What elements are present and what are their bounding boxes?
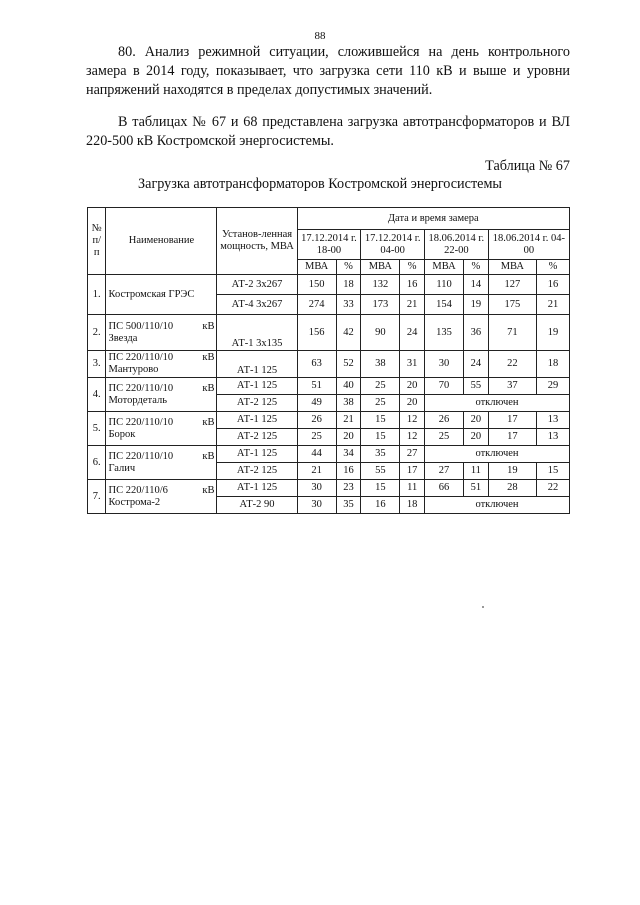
capacity-cell: АТ-1 125 [217,378,297,395]
value-cell: 24 [464,351,489,378]
capacity-cell: АТ-1 3х135 [217,315,297,351]
value-cell: 44 [297,446,336,463]
off-status-cell: отключен [425,497,570,514]
header-unit-pct: % [336,260,361,275]
value-cell: 33 [336,295,361,315]
value-cell: 18 [537,351,570,378]
row-name [106,378,217,412]
value-cell: 18 [400,497,425,514]
header-unit-pct: % [464,260,489,275]
table-row [88,275,570,295]
row-name [106,351,217,378]
value-cell: 17 [400,463,425,480]
table-row [88,412,570,429]
row-num: 3. [88,351,106,378]
value-cell: 30 [425,351,464,378]
value-cell: 49 [297,395,336,412]
value-cell: 38 [336,395,361,412]
value-cell: 66 [425,480,464,497]
value-cell: 55 [464,378,489,395]
value-cell: 31 [400,351,425,378]
value-cell: 26 [297,412,336,429]
value-cell: 16 [400,275,425,295]
value-cell: 20 [464,429,489,446]
value-cell: 20 [336,429,361,446]
off-status-cell: отключен [425,446,570,463]
value-cell: 55 [361,463,400,480]
value-cell: 36 [464,315,489,351]
value-cell: 26 [425,412,464,429]
row-num: 5. [88,412,106,446]
row-name-station: Галич [108,462,136,474]
value-cell: 12 [400,412,425,429]
row-name-unit: кВ [202,320,215,332]
value-cell: 127 [488,275,536,295]
value-cell: 175 [488,295,536,315]
header-unit-mva: МВА [361,260,400,275]
value-cell: 52 [336,351,361,378]
value-cell: 11 [464,463,489,480]
autotransformer-load-table [87,207,570,514]
value-cell: 13 [537,412,570,429]
row-num: 4. [88,378,106,412]
header-num: № п/п [88,208,106,275]
capacity-cell: АТ-1 125 [217,412,297,429]
value-cell: 16 [537,275,570,295]
value-cell: 25 [297,429,336,446]
row-num: 6. [88,446,106,480]
row-num: 1. [88,275,106,315]
row-name [106,480,217,514]
table-row [88,480,570,497]
capacity-cell: АТ-1 125 [217,351,297,378]
row-name-unit: кВ [202,382,215,394]
value-cell: 15 [537,463,570,480]
value-cell: 34 [336,446,361,463]
value-cell: 70 [425,378,464,395]
value-cell: 12 [400,429,425,446]
header-capacity: Установ-ленная мощность, МВА [217,208,297,275]
row-name [106,315,217,351]
capacity-cell: АТ-4 3х267 [217,295,297,315]
value-cell: 25 [361,395,400,412]
value-cell: 19 [537,315,570,351]
row-num: 7. [88,480,106,514]
header-date-group: Дата и время замера [297,208,569,230]
value-cell: 22 [488,351,536,378]
row-name-voltage: ПС 220/110/10 [108,450,174,462]
header-unit-mva: МВА [488,260,536,275]
value-cell: 20 [400,395,425,412]
value-cell: 30 [297,480,336,497]
value-cell: 40 [336,378,361,395]
value-cell: 15 [361,480,400,497]
header-name: Наименование [106,208,217,275]
row-name-voltage: ПС 220/110/10 [108,416,174,428]
capacity-cell: АТ-1 125 [217,446,297,463]
value-cell: 20 [464,412,489,429]
row-name [106,412,217,446]
value-cell: 20 [400,378,425,395]
value-cell: 156 [297,315,336,351]
capacity-cell: АТ-2 125 [217,429,297,446]
value-cell: 35 [361,446,400,463]
value-cell: 150 [297,275,336,295]
value-cell: 19 [488,463,536,480]
capacity-cell: АТ-1 125 [217,480,297,497]
table-row [88,315,570,351]
paragraph-tables-intro: В таблицах № 67 и 68 представлена загрузка автотрансформаторов и ВЛ 220-500 кВ Костромской энергосистемы. [86,114,570,149]
value-cell: 42 [336,315,361,351]
value-cell: 132 [361,275,400,295]
value-cell: 17 [488,412,536,429]
value-cell: 30 [297,497,336,514]
value-cell: 27 [425,463,464,480]
value-cell: 22 [537,480,570,497]
capacity-cell: АТ-2 90 [217,497,297,514]
value-cell: 21 [537,295,570,315]
value-cell: 24 [400,315,425,351]
value-cell: 13 [537,429,570,446]
row-name-unit: кВ [202,484,215,496]
value-cell: 15 [361,412,400,429]
scan-speck [482,606,484,608]
row-name-station: Кострома-2 [108,496,161,508]
paragraph-80: 80. Анализ режимной ситуации, сложившейся на день контрольного замера в 2014 году, показывает, что загрузка сети 110 кВ и выше и уровни напряжений находятся в пределах допустимых значений. [86,44,570,98]
value-cell: 25 [361,378,400,395]
value-cell: 27 [400,446,425,463]
value-cell: 14 [464,275,489,295]
row-name-voltage: ПС 220/110/10 [108,382,174,394]
value-cell: 15 [361,429,400,446]
header-unit-mva: МВА [297,260,336,275]
capacity-cell: АТ-2 3х267 [217,275,297,295]
value-cell: 90 [361,315,400,351]
header-unit-pct: % [400,260,425,275]
value-cell: 37 [488,378,536,395]
table-number: Таблица № 67 [485,158,570,174]
value-cell: 16 [361,497,400,514]
value-cell: 154 [425,295,464,315]
table-row [88,351,570,378]
row-name-voltage: ПС 220/110/6 [108,484,168,496]
value-cell: 16 [336,463,361,480]
capacity-cell: АТ-2 125 [217,395,297,412]
header-date: 17.12.2014 г. 18-00 [297,230,361,260]
value-cell: 71 [488,315,536,351]
row-name-station: Мотордеталь [108,394,167,406]
row-name-voltage: ПС 220/110/10 [108,352,174,363]
row-name-station: Борок [108,428,136,440]
header-date: 18.06.2014 г. 22-00 [425,230,489,260]
header-unit-pct: % [537,260,570,275]
value-cell: 17 [488,429,536,446]
value-cell: 110 [425,275,464,295]
row-name-station: Мантурово [108,364,159,375]
header-date: 18.06.2014 г. 04-00 [488,230,569,260]
table-caption: Загрузка автотрансформаторов Костромской энергосистемы [138,176,502,192]
value-cell: 51 [464,480,489,497]
row-name-unit: кВ [202,450,215,462]
value-cell: 29 [537,378,570,395]
row-name-unit: кВ [202,352,215,363]
value-cell: 11 [400,480,425,497]
value-cell: 23 [336,480,361,497]
value-cell: 38 [361,351,400,378]
value-cell: 18 [336,275,361,295]
value-cell: 21 [336,412,361,429]
value-cell: 135 [425,315,464,351]
value-cell: 25 [425,429,464,446]
value-cell: 21 [297,463,336,480]
value-cell: 173 [361,295,400,315]
value-cell: 21 [400,295,425,315]
row-name-unit: кВ [202,416,215,428]
value-cell: 274 [297,295,336,315]
off-status-cell: отключен [425,395,570,412]
page-number: 88 [314,30,326,42]
value-cell: 28 [488,480,536,497]
table-row [88,446,570,463]
row-name-voltage: ПС 500/110/10 [108,320,174,332]
value-cell: 51 [297,378,336,395]
capacity-cell: АТ-2 125 [217,463,297,480]
value-cell: 63 [297,351,336,378]
table-row [88,378,570,395]
row-num: 2. [88,315,106,351]
row-name [106,446,217,480]
value-cell: 35 [336,497,361,514]
row-name-station: Звезда [108,332,138,344]
row-name: Костромская ГРЭС [106,275,217,315]
header-date: 17.12.2014 г. 04-00 [361,230,425,260]
value-cell: 19 [464,295,489,315]
header-unit-mva: МВА [425,260,464,275]
